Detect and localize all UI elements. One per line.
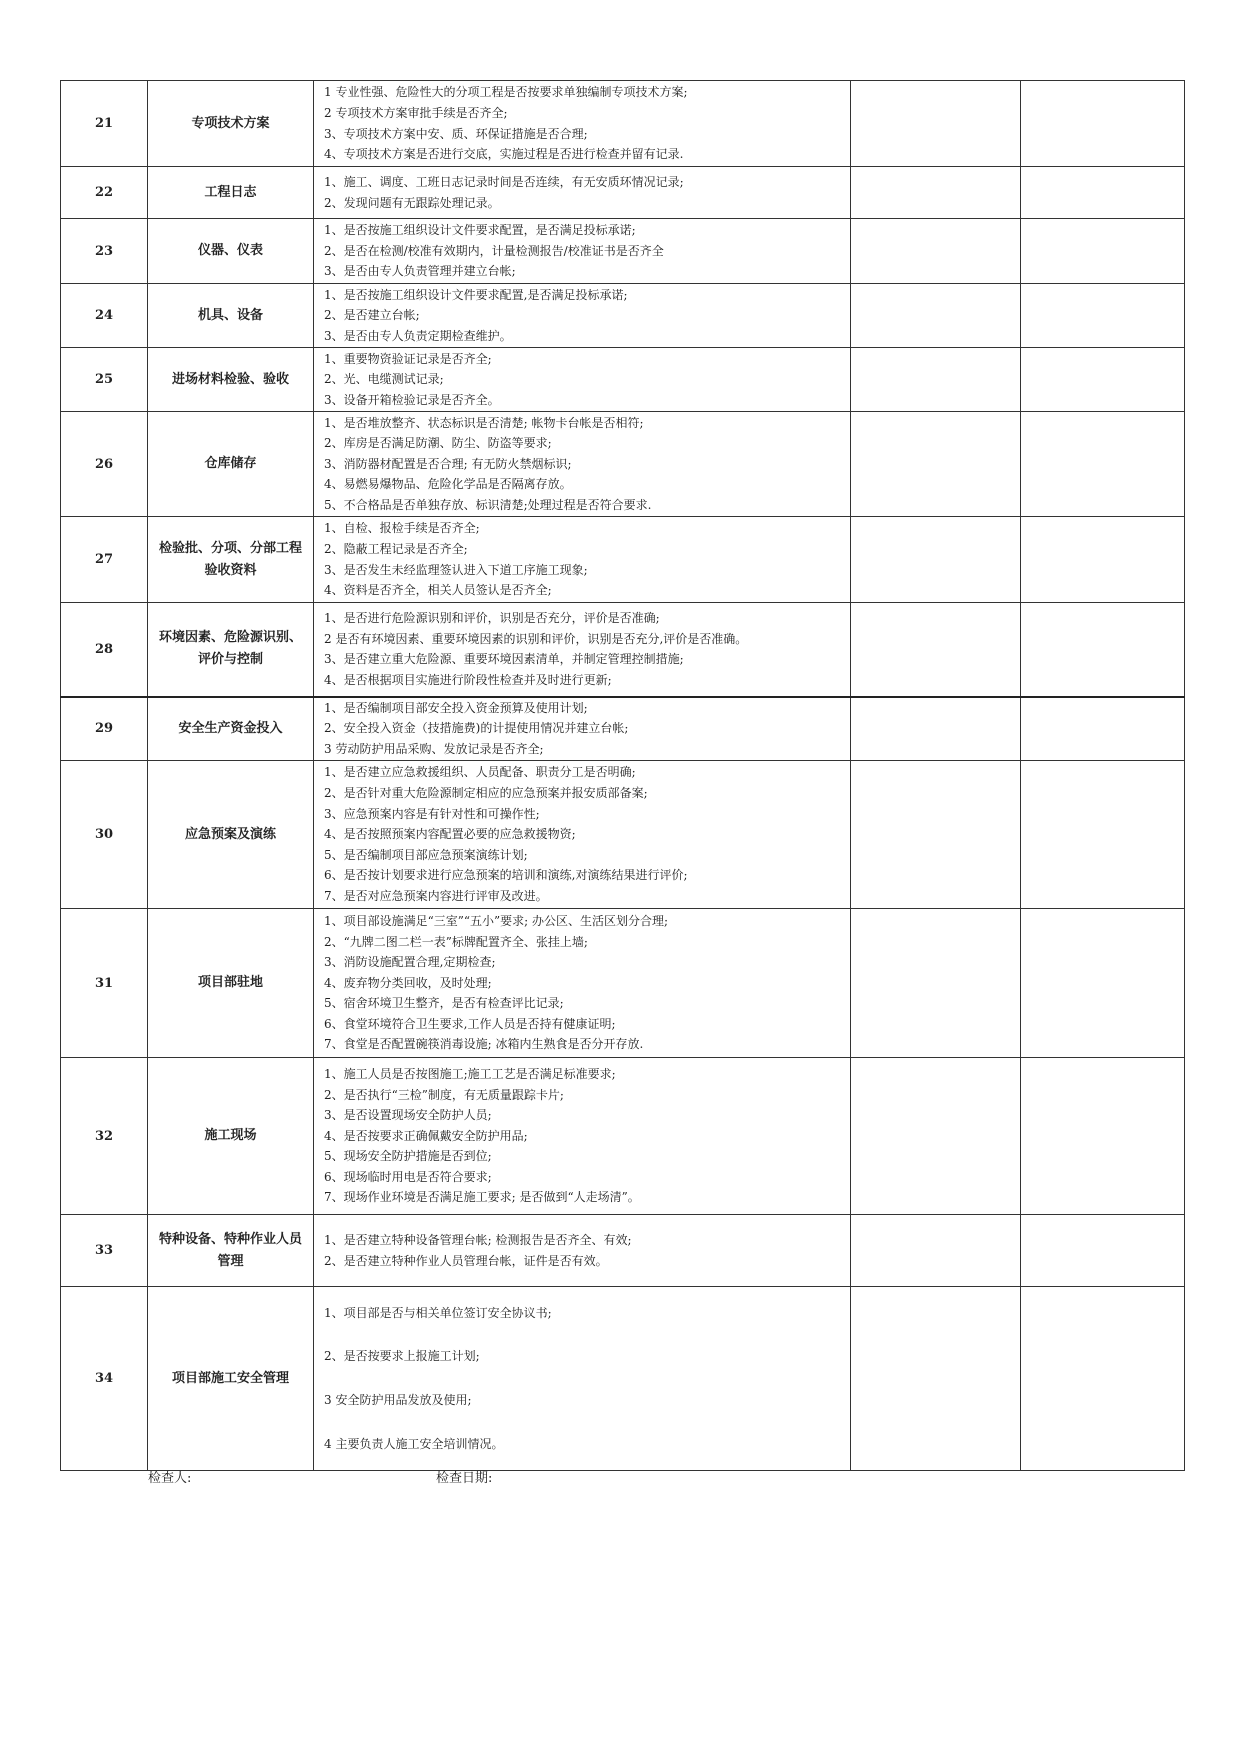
check-result-cell[interactable]	[851, 412, 1021, 517]
requirement-line: 2、库房是否满足防潮、防尘、防盗等要求;	[324, 436, 552, 451]
remarks-cell[interactable]	[1021, 909, 1185, 1058]
remarks-cell[interactable]	[1021, 284, 1185, 348]
check-result-cell[interactable]	[851, 517, 1021, 603]
table-row	[61, 603, 1185, 697]
requirement-line: 5、现场安全防护措施是否到位;	[324, 1149, 492, 1164]
requirement-line: 7、现场作业环境是否满足施工要求; 是否做到“人走场清”。	[324, 1190, 640, 1205]
check-requirements	[314, 1215, 851, 1287]
requirement-line: 2、是否执行“三检”制度，有无质量跟踪卡片;	[324, 1087, 564, 1102]
requirement-line: 1、自检、报检手续是否齐全;	[324, 521, 480, 536]
requirement-line: 2、发现问题有无跟踪处理记录。	[324, 195, 500, 210]
requirement-line: 5、不合格品是否单独存放、标识清楚;处理过程是否符合要求.	[324, 497, 652, 512]
remarks-cell[interactable]	[1021, 1287, 1185, 1471]
row-number: 25	[61, 348, 148, 412]
requirement-line: 1、是否建立应急救援组织、人员配备、职责分工是否明确;	[324, 765, 636, 780]
requirement-line: 2 是否有环境因素、重要环境因素的识别和评价，识别是否充分,评价是否准确。	[324, 631, 748, 646]
requirement-line: 3、消防设施配置合理,定期检查;	[324, 955, 496, 970]
row-number: 32	[61, 1058, 148, 1215]
remarks-cell[interactable]	[1021, 167, 1185, 219]
requirement-line: 3 劳动防护用品采购、发放记录是否齐全;	[324, 742, 544, 757]
check-item: 项目部施工安全管理	[148, 1287, 314, 1471]
row-number: 31	[61, 909, 148, 1058]
row-number: 22	[61, 167, 148, 219]
check-item: 检验批、分项、分部工程验收资料	[148, 517, 314, 603]
check-result-cell[interactable]	[851, 761, 1021, 909]
remarks-cell[interactable]	[1021, 697, 1185, 761]
table-row	[61, 761, 1185, 909]
requirement-line: 1、项目部是否与相关单位签订安全协议书;	[324, 1305, 552, 1320]
row-number: 24	[61, 284, 148, 348]
requirement-line: 4、是否按要求正确佩戴安全防护用品;	[324, 1128, 528, 1143]
remarks-cell[interactable]	[1021, 517, 1185, 603]
table-row	[61, 1215, 1185, 1287]
requirement-line: 4、废弃物分类回收，及时处理;	[324, 975, 492, 990]
requirement-line: 1、施工人员是否按图施工;施工工艺是否满足标准要求;	[324, 1066, 616, 1081]
remarks-cell[interactable]	[1021, 1058, 1185, 1215]
requirement-line: 3、应急预案内容是有针对性和可操作性;	[324, 806, 540, 821]
check-result-cell[interactable]	[851, 284, 1021, 348]
check-item: 施工现场	[148, 1058, 314, 1215]
requirement-line: 2、安全投入资金（技措施费)的计提使用情况并建立台帐;	[324, 721, 629, 736]
row-number: 27	[61, 517, 148, 603]
row-number: 23	[61, 219, 148, 284]
requirement-line: 2、是否建立特种作业人员管理台帐，证件是否有效。	[324, 1253, 608, 1268]
requirement-line: 3、是否建立重大危险源、重要环境因素清单，并制定管理控制措施;	[324, 652, 684, 667]
requirement-line: 3、专项技术方案中安、质、环保证措施是否合理;	[324, 126, 588, 141]
requirement-line: 4、专项技术方案是否进行交底，实施过程是否进行检查并留有记录.	[324, 147, 684, 162]
requirement-line: 5、宿舍环境卫生整齐，是否有检查评比记录;	[324, 996, 564, 1011]
requirement-line: 1、重要物资验证记录是否齐全;	[324, 351, 492, 366]
check-requirements	[314, 1058, 851, 1215]
check-result-cell[interactable]	[851, 1215, 1021, 1287]
table-row	[61, 167, 1185, 219]
check-item: 特种设备、特种作业人员管理	[148, 1215, 314, 1287]
table-row	[61, 517, 1185, 603]
requirement-line: 1、是否堆放整齐、状态标识是否清楚; 帐物卡台帐是否相符;	[324, 415, 644, 430]
check-result-cell[interactable]	[851, 1058, 1021, 1215]
requirement-line: 1、是否进行危险源识别和评价，识别是否充分，评价是否准确;	[324, 611, 660, 626]
requirement-line: 2、是否按要求上报施工计划;	[324, 1349, 480, 1364]
remarks-cell[interactable]	[1021, 219, 1185, 284]
remarks-cell[interactable]	[1021, 412, 1185, 517]
check-requirements	[314, 167, 851, 219]
check-item: 进场材料检验、验收	[148, 348, 314, 412]
check-result-cell[interactable]	[851, 167, 1021, 219]
requirement-line: 4、资料是否齐全，相关人员签认是否齐全;	[324, 583, 552, 598]
table-row	[61, 284, 1185, 348]
check-item: 机具、设备	[148, 284, 314, 348]
check-item: 专项技术方案	[148, 81, 314, 167]
requirement-line: 7、是否对应急预案内容进行评审及改进。	[324, 888, 548, 903]
check-requirements	[314, 761, 851, 909]
remarks-cell[interactable]	[1021, 81, 1185, 167]
requirement-line: 2、“九牌二图二栏一表”标牌配置齐全、张挂上墙;	[324, 934, 588, 949]
check-requirements	[314, 603, 851, 697]
check-item: 安全生产资金投入	[148, 697, 314, 761]
check-item: 应急预案及演练	[148, 761, 314, 909]
check-requirements	[314, 517, 851, 603]
table-row	[61, 348, 1185, 412]
table-row	[61, 909, 1185, 1058]
remarks-cell[interactable]	[1021, 1215, 1185, 1287]
requirement-line: 1 专业性强、危险性大的分项工程是否按要求单独编制专项技术方案;	[324, 85, 688, 100]
remarks-cell[interactable]	[1021, 603, 1185, 697]
check-requirements	[314, 909, 851, 1058]
row-number: 28	[61, 603, 148, 697]
requirement-line: 3、消防器材配置是否合理; 有无防火禁烟标识;	[324, 456, 572, 471]
requirement-line: 2、是否针对重大危险源制定相应的应急预案并报安质部备案;	[324, 786, 648, 801]
check-item: 工程日志	[148, 167, 314, 219]
requirement-line: 3、是否由专人负责管理并建立台帐;	[324, 264, 516, 279]
inspector-label: 检查人:	[148, 1471, 192, 1486]
check-item: 仪器、仪表	[148, 219, 314, 284]
requirement-line: 3、是否设置现场安全防护人员;	[324, 1108, 492, 1123]
check-requirements	[314, 219, 851, 284]
row-number: 29	[61, 697, 148, 761]
requirement-line: 3、设备开箱检验记录是否齐全。	[324, 392, 500, 407]
inspection-table	[60, 80, 1185, 1471]
requirement-line: 4 主要负责人施工安全培训情况。	[324, 1436, 504, 1451]
requirement-line: 6、是否按计划要求进行应急预案的培训和演练,对演练结果进行评价;	[324, 868, 688, 883]
requirement-line: 1、是否按施工组织设计文件要求配置,是否满足投标承诺;	[324, 287, 628, 302]
requirement-line: 3、是否发生未经监理签认进入下道工序施工现象;	[324, 562, 588, 577]
requirement-line: 2、是否建立台帐;	[324, 308, 420, 323]
table-row	[61, 412, 1185, 517]
check-result-cell[interactable]	[851, 909, 1021, 1058]
row-number: 34	[61, 1287, 148, 1471]
check-item: 仓库储存	[148, 412, 314, 517]
requirement-line: 2 专项技术方案审批手续是否齐全;	[324, 105, 508, 120]
row-number: 21	[61, 81, 148, 167]
check-item: 项目部驻地	[148, 909, 314, 1058]
table-row	[61, 81, 1185, 167]
remarks-cell[interactable]	[1021, 761, 1185, 909]
requirement-line: 4、是否按照预案内容配置必要的应急救援物资;	[324, 827, 576, 842]
check-requirements	[314, 412, 851, 517]
requirement-line: 1、项目部设施满足“三室”“五小”要求; 办公区、生活区划分合理;	[324, 913, 669, 928]
row-number: 33	[61, 1215, 148, 1287]
check-requirements	[314, 1287, 851, 1471]
check-result-cell[interactable]	[851, 219, 1021, 284]
requirement-line: 7、食堂是否配置碗筷消毒设施; 冰箱内生熟食是否分开存放.	[324, 1037, 644, 1052]
requirement-line: 2、是否在检测/校准有效期内，计量检测报告/校准证书是否齐全	[324, 243, 664, 258]
requirement-line: 1、是否建立特种设备管理台帐; 检测报告是否齐全、有效;	[324, 1232, 632, 1247]
check-result-cell[interactable]	[851, 81, 1021, 167]
check-requirements	[314, 284, 851, 348]
requirement-line: 6、食堂环境符合卫生要求,工作人员是否持有健康证明;	[324, 1016, 616, 1031]
check-item: 环境因素、危险源识别、评价与控制	[148, 603, 314, 697]
check-result-cell[interactable]	[851, 697, 1021, 761]
requirement-line: 4、是否根据项目实施进行阶段性检查并及时进行更新;	[324, 672, 612, 687]
check-requirements	[314, 697, 851, 761]
requirement-line: 4、易燃易爆物品、危险化学品是否隔离存放。	[324, 477, 572, 492]
check-result-cell[interactable]	[851, 1287, 1021, 1471]
check-result-cell[interactable]	[851, 348, 1021, 412]
check-requirements	[314, 81, 851, 167]
requirement-line: 5、是否编制项目部应急预案演练计划;	[324, 847, 528, 862]
row-number: 30	[61, 761, 148, 909]
requirement-line: 3 安全防护用品发放及使用;	[324, 1393, 472, 1407]
check-requirements	[314, 348, 851, 412]
table-row	[61, 1058, 1185, 1215]
table-row	[61, 219, 1185, 284]
requirement-line: 3、是否由专人负责定期检查维护。	[324, 328, 512, 343]
remarks-cell[interactable]	[1021, 348, 1185, 412]
requirement-line: 1、施工、调度、工班日志记录时间是否连续，有无安质环情况记录;	[324, 174, 684, 189]
inspection-date-label: 检查日期:	[436, 1471, 493, 1486]
requirement-line: 1、是否按施工组织设计文件要求配置，是否满足投标承诺;	[324, 223, 636, 238]
table-row	[61, 1287, 1185, 1471]
requirement-line: 2、光、电缆测试记录;	[324, 372, 444, 387]
requirement-line: 2、隐蔽工程记录是否齐全;	[324, 541, 468, 556]
requirement-line: 6、现场临时用电是否符合要求;	[324, 1169, 492, 1184]
row-number: 26	[61, 412, 148, 517]
table-row	[61, 697, 1185, 761]
check-result-cell[interactable]	[851, 603, 1021, 697]
requirement-line: 1、是否编制项目部安全投入资金预算及使用计划;	[324, 700, 588, 715]
